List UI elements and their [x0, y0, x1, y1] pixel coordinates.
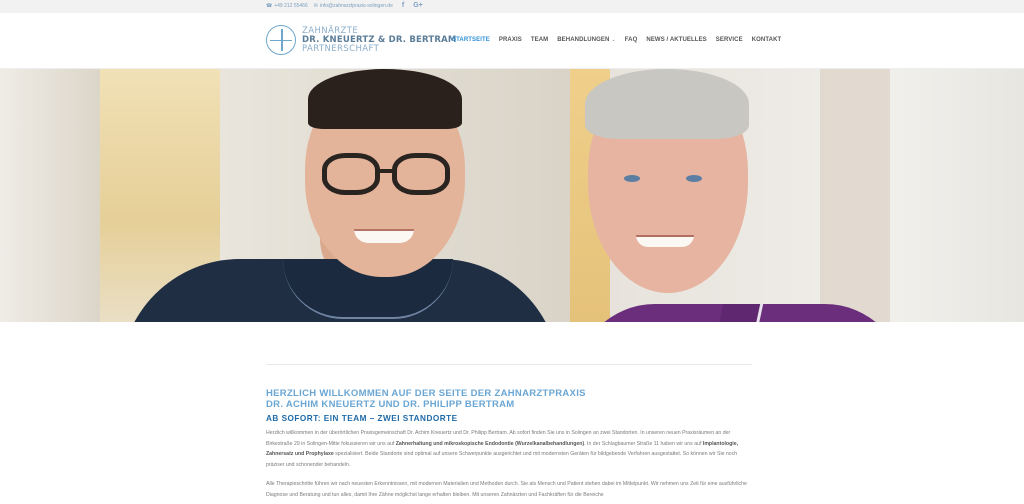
main-nav: [452, 37, 781, 43]
nav-item-news[interactable]: NEWS / AKTUELLES: [646, 37, 707, 43]
facebook-icon[interactable]: f: [401, 2, 405, 9]
nav-item-faq[interactable]: FAQ: [624, 37, 638, 43]
welcome-heading-line-2: DR. ACHIM KNEUERTZ UND DR. PHILIPP BERTRAM: [266, 398, 515, 410]
nav-item-startseite[interactable]: STARTSEITE: [452, 37, 490, 43]
phone-icon: ☎: [266, 2, 273, 9]
therapy-paragraph: Alle Therapieschritte führen wir nach neuesten Erkenntnissen, mit modernen Materialien und Methoden durch. Sie als Mensch und Patient stehen dabei im Mittelpunkt. Wir nehmen uns Zeit für eine ausführliche Diagnose und Beratung und tun alles, damit Ihre Zähne möglichst lange erhalten bleiben. Mit unseren Zahnärzten und Fachkräften für die Bereiche: [266, 481, 747, 498]
intro-text-b: . In der Schlagbaumer Straße 11 haben wir uns auf: [584, 440, 703, 447]
intro-highlight-2: Implantologie, Zahnersatz und Prophylaxe: [266, 440, 739, 457]
welcome-heading: [266, 389, 766, 410]
mail-icon: ✉: [313, 2, 318, 9]
intro-paragraph: [266, 428, 756, 470]
phone-number: +49 212 55466: [274, 2, 308, 9]
logo-cross-icon: [266, 25, 296, 55]
email-address: info@zahnarztpraxis-solingen.de: [319, 2, 393, 9]
intro-text-a: Herzlich willkommen in der überörtlichen Praxisgemeinschaft Dr. Achim Kneuertz und Dr. Philipp Bertram. Ab sofort finden Sie uns in Solingen an zwei Standorten. In unseren neuen Praxisräumen an der Birkestraße 29 in Solingen-Mitte fokussieren wir uns auf: [266, 430, 731, 447]
hero-slider[interactable]: [0, 69, 1024, 322]
chevron-down-icon: ⌄: [611, 37, 616, 43]
nav-item-praxis[interactable]: PRAXIS: [498, 37, 522, 43]
nav-item-team[interactable]: TEAM: [530, 37, 549, 43]
top-bar: [0, 0, 1024, 13]
intro-highlight-1: Zahnerhaltung und mikroskopische Endodontie (Wurzelkanalbehandlungen): [395, 440, 585, 447]
intro-text-c: spezialisiert. Beide Standorte sind optimal auf unsere Schwerpunkte ausgerichtet und mit modernsten Geräten für bildgebende Verfahren ausgestattet. So können wir Sie noch präziser und schonender behandeln.: [266, 451, 738, 468]
logo-text: [302, 27, 457, 54]
email-link[interactable]: [314, 3, 393, 9]
hero-bg-door: [820, 69, 890, 322]
logo-line-3: PARTNERSCHAFT: [302, 43, 380, 54]
nav-item-service[interactable]: SERVICE: [715, 37, 743, 43]
nav-item-kontakt[interactable]: KONTAKT: [751, 37, 782, 43]
sub-heading: AB SOFORT: EIN TEAM – ZWEI STANDORTE: [266, 414, 458, 423]
nav-item-behandlungen[interactable]: BEHANDLUNGEN ⌄: [557, 37, 616, 43]
logo-line-2: DR. KNEUERTZ & DR. BERTRAM: [302, 34, 457, 45]
welcome-heading-line-1: HERZLICH WILLKOMMEN AUF DER SEITE DER ZAHNARZTPRAXIS: [266, 388, 586, 399]
section-divider: [266, 364, 752, 365]
top-bar-contacts: [266, 2, 423, 9]
site-header: [0, 13, 1024, 69]
hero-bg-left: [0, 69, 100, 322]
google-plus-icon[interactable]: G+: [413, 2, 423, 9]
site-logo[interactable]: [266, 25, 457, 55]
phone-link[interactable]: [266, 3, 308, 9]
logo-line-1: ZAHNÄRZTE: [302, 25, 359, 36]
